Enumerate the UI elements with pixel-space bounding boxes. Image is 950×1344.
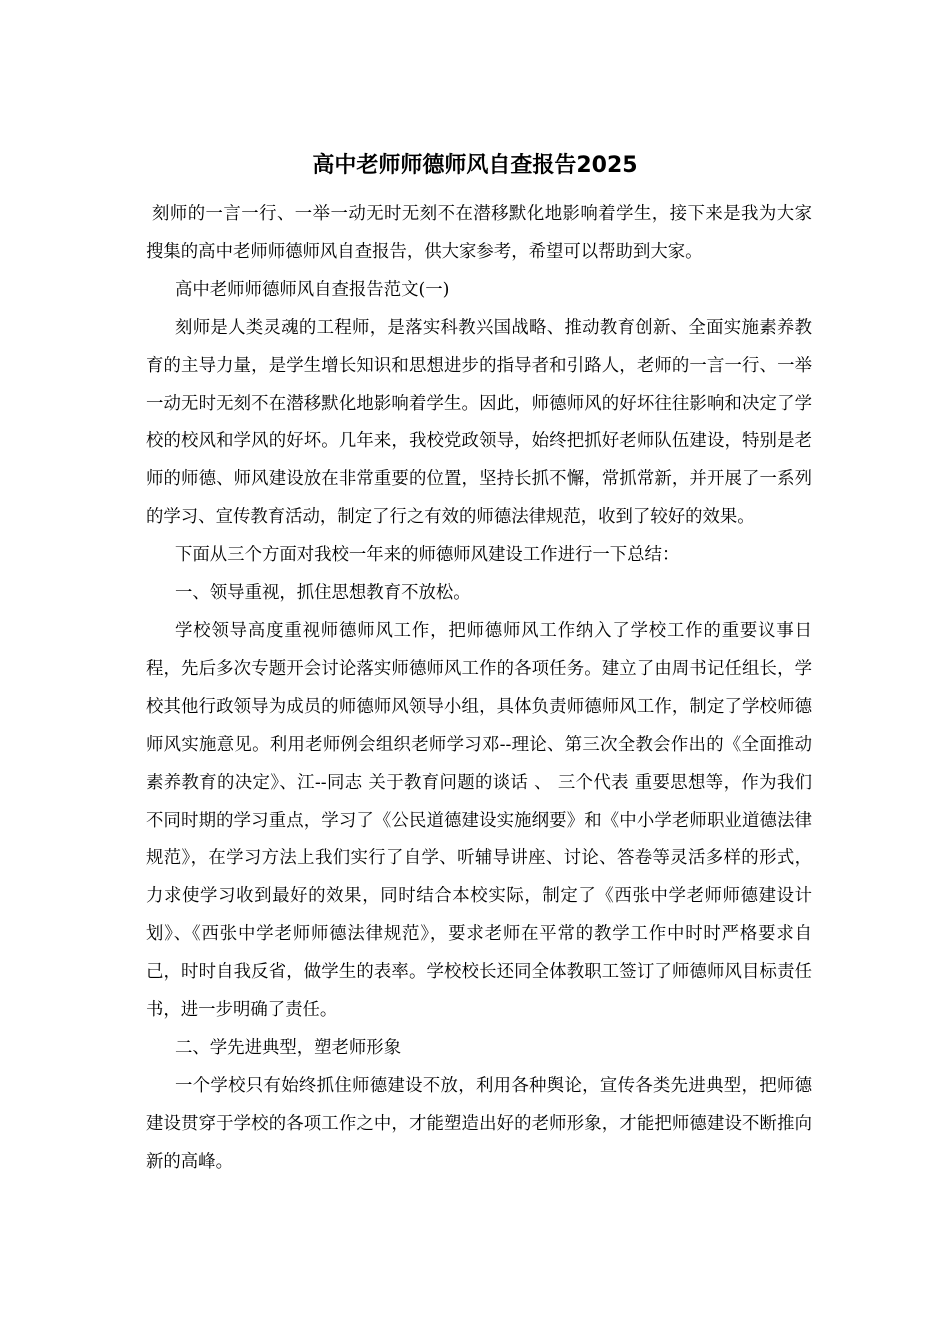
body-paragraph: 学校领导高度重视师德师风工作，把师德师风工作纳入了学校工作的重要议事日程，先后多次专题开会讨论落实师德师风工作的各项任务。建立了由周书记任组长，学校其他行政领导为成员的师德师风领导小组，具体负责师德师风工作，制定了学校师德师风实施意见。利用老师例会组织老师学习邓--理论、第三次全教会作出的《全面推动素养教育的决定》、江--同志 关于教育问题的谈话 、 三个代表 重要思想等，作为我们不同时期的学习重点，学习了《公民道德建设实施纲要》和《中小学老师职业道德法律规范》，在学习方法上我们实行了自学、听辅导讲座、讨论、答卷等灵活多样的形式，力求使学习收到最好的效果，同时结合本校实际，制定了《西张中学老师师德建设计划》、《西张中学老师师德法律规范》，要求老师在平常的教学工作中时时严格要求自己，时时自我反省，做学生的表率。学校校长还同全体教职工签订了师德师风目标责任书，进一步明确了责任。 (146, 620, 812, 1021)
body-paragraph: 一个学校只有始终抓住师德建设不放，利用各种舆论，宣传各类先进典型，把师德建设贯穿于学校的各项工作之中，才能塑造出好的老师形象，才能把师德建设不断推向新的高峰。 (146, 1075, 812, 1172)
section-heading-one: 一、领导重视，抓住思想教育不放松。 (175, 583, 471, 604)
section-heading-sample-one: 高中老师师德师风自查报告范文(一) (175, 279, 450, 300)
intro-paragraph: 刻师的一言一行、一举一动无时无刻不在潜移默化地影响着学生，接下来是我为大家搜集的高中老师师德师风自查报告，供大家参考，希望可以帮助到大家。 (146, 204, 812, 262)
body-paragraph: 刻师是人类灵魂的工程师，是落实科教兴国战略、推动教育创新、全面实施素养教育的主导力量，是学生增长知识和思想进步的指导者和引路人，老师的一言一行、一举一动无时无刻不在潜移默化地影响着学生。因此，师德师风的好坏往往影响和决定了学校的校风和学风的好坏。几年来，我校党政领导，始终把抓好老师队伍建设，特别是老师的师德、师风建设放在非常重要的位置，坚持长抓不懈，常抓常新，并开展了一系列的学习、宣传教育活动，制定了行之有效的师德法律规范，收到了较好的效果。 (146, 317, 812, 528)
body-paragraph: 下面从三个方面对我校一年来的师德师风建设工作进行一下总结： (175, 545, 680, 566)
section-heading-two: 二、学先进典型，塑老师形象 (175, 1037, 402, 1058)
document-body (146, 196, 812, 1182)
document-title: 高中老师师德师风自查报告2025 (312, 153, 638, 178)
